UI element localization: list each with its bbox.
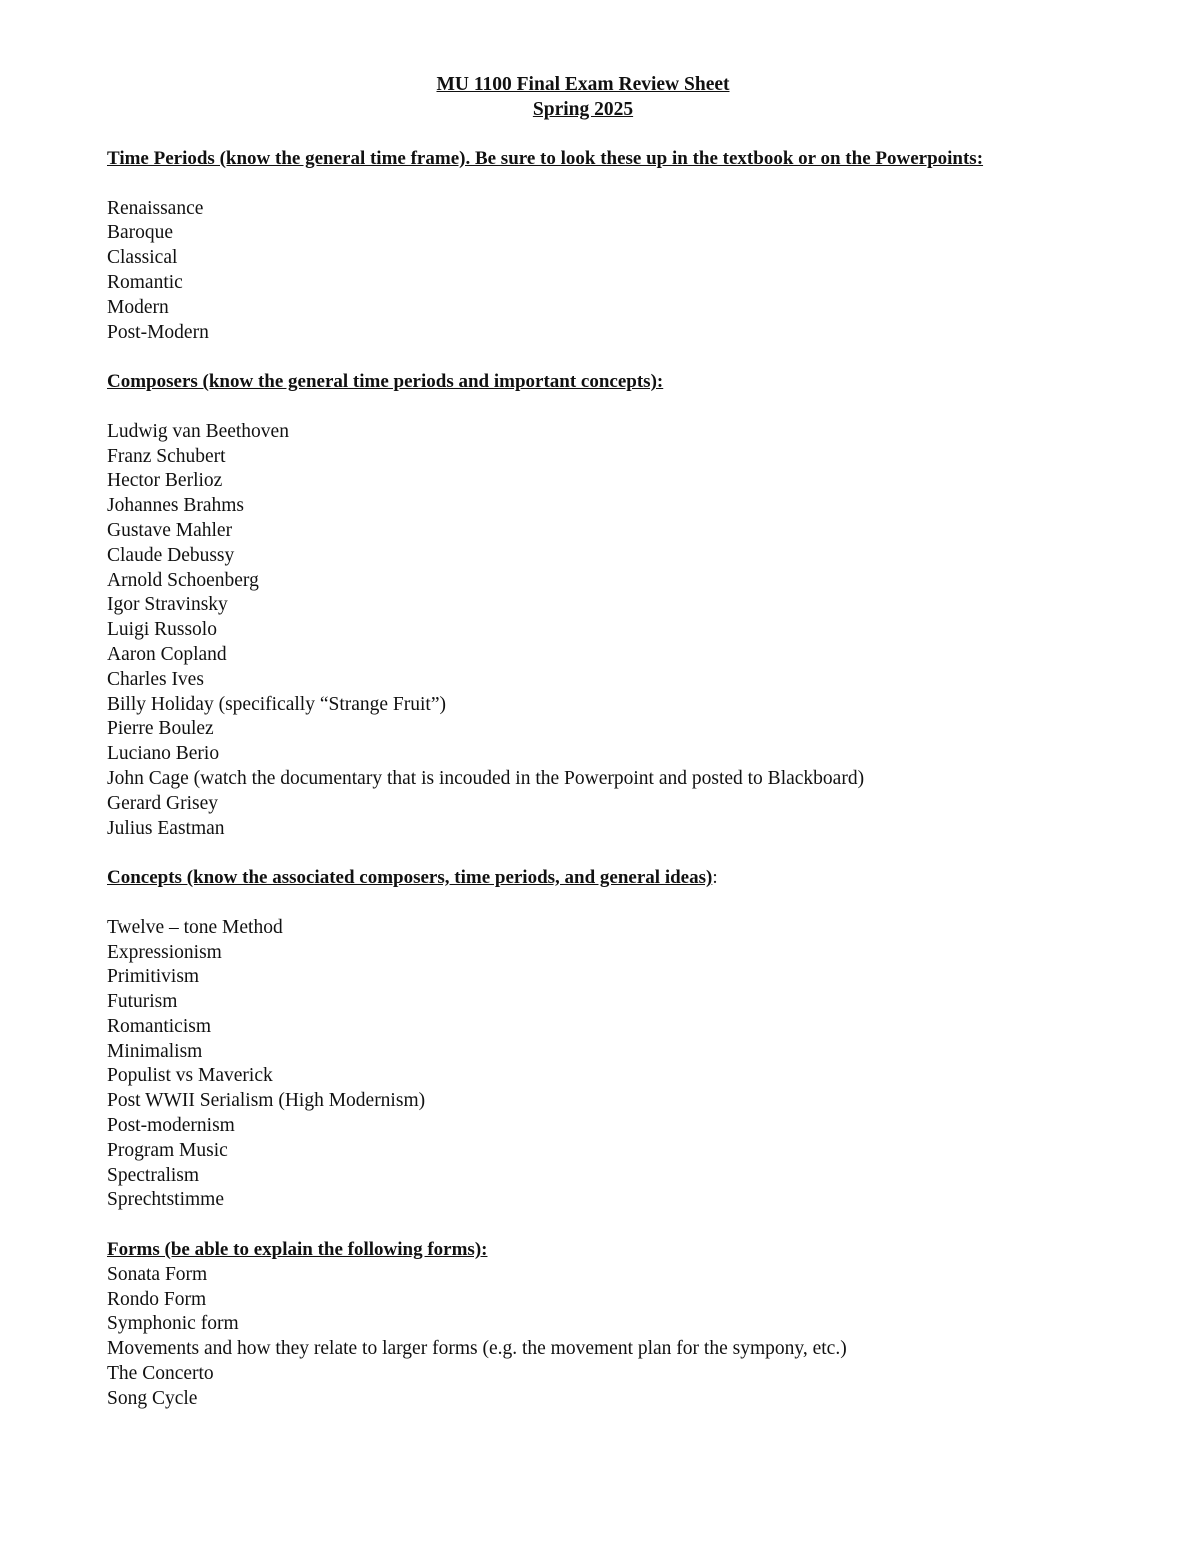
spacer [107,345,1027,370]
section-heading-text: Time Periods (know the general time frame). Be sure to look these up in the textbook or on the Powerpoints: [107,148,984,169]
list-item: Post-Modern [107,321,209,343]
list-item: Arnold Schoenberg [107,569,259,591]
list-item: Franz Schubert [107,445,226,467]
list-item: Futurism [107,991,178,1013]
list-item: Igor Stravinsky [107,594,228,616]
spacer [107,891,1027,916]
document-body [107,147,1027,1412]
list-item: Expressionism [107,941,222,963]
composers-list [107,420,1027,842]
document-subtitle: Spring 2025 [532,98,634,120]
list-item: Gustave Mahler [107,519,233,541]
list-item: Hector Berlioz [107,470,223,492]
list-item: Song Cycle [107,1387,198,1409]
list-item: Romanticism [107,1015,211,1037]
section-heading-time-periods [107,147,987,172]
section-heading-forms [107,1238,1027,1263]
list-item: Johannes Brahms [107,495,245,517]
section-heading-concepts [107,866,1027,891]
list-item: Modern [107,296,169,318]
list-item: Rondo Form [107,1288,207,1310]
list-item: Post WWII Serialism (High Modernism) [107,1090,426,1112]
spacer [107,395,1027,420]
list-item: Sonata Form [107,1263,208,1285]
list-item: Romantic [107,271,183,293]
list-item: Billy Holiday (specifically “Strange Fruit”) [107,693,446,715]
list-item: Charles Ives [107,668,204,690]
list-item: Baroque [107,222,174,244]
time-periods-list [107,197,1027,346]
list-item: Gerard Grisey [107,792,218,814]
list-item: Twelve – tone Method [107,916,283,938]
list-item: Populist vs Maverick [107,1065,273,1087]
list-item: Sprechtstimme [107,1189,224,1211]
list-item: Pierre Boulez [107,718,214,740]
list-item: John Cage (watch the documentary that is incouded in the Powerpoint and posted to Blackboard) [107,767,865,789]
list-item: Spectralism [107,1164,200,1186]
section-heading-text: Forms (be able to explain the following forms): [107,1239,488,1261]
title-block [0,73,1166,122]
list-item: Luigi Russolo [107,619,217,641]
list-item: Classical [107,247,178,269]
spacer [107,172,1027,197]
section-heading-suffix: : [712,867,718,889]
section-heading-composers [107,370,1027,395]
list-item: Aaron Copland [107,643,227,665]
list-item: The Concerto [107,1363,214,1385]
list-item: Program Music [107,1139,228,1161]
forms-list [107,1263,1027,1412]
list-item: Symphonic form [107,1313,239,1335]
list-item: Claude Debussy [107,544,235,566]
section-heading-text: Composers (know the general time periods and important concepts): [107,371,664,393]
list-item: Primitivism [107,966,200,988]
list-item: Julius Eastman [107,817,225,839]
section-heading-text: Concepts (know the associated composers, time periods, and general ideas) [107,867,713,889]
document-title: MU 1100 Final Exam Review Sheet [436,74,730,95]
list-item: Ludwig van Beethoven [107,420,289,442]
spacer [107,1213,1027,1238]
spacer [107,841,1027,866]
list-item: Renaissance [107,197,204,219]
list-item: Minimalism [107,1040,203,1062]
list-item: Luciano Berio [107,743,220,765]
concepts-list [107,916,1027,1214]
list-item: Movements and how they relate to larger forms (e.g. the movement plan for the sympony, etc.) [107,1338,847,1360]
list-item: Post-modernism [107,1115,235,1137]
